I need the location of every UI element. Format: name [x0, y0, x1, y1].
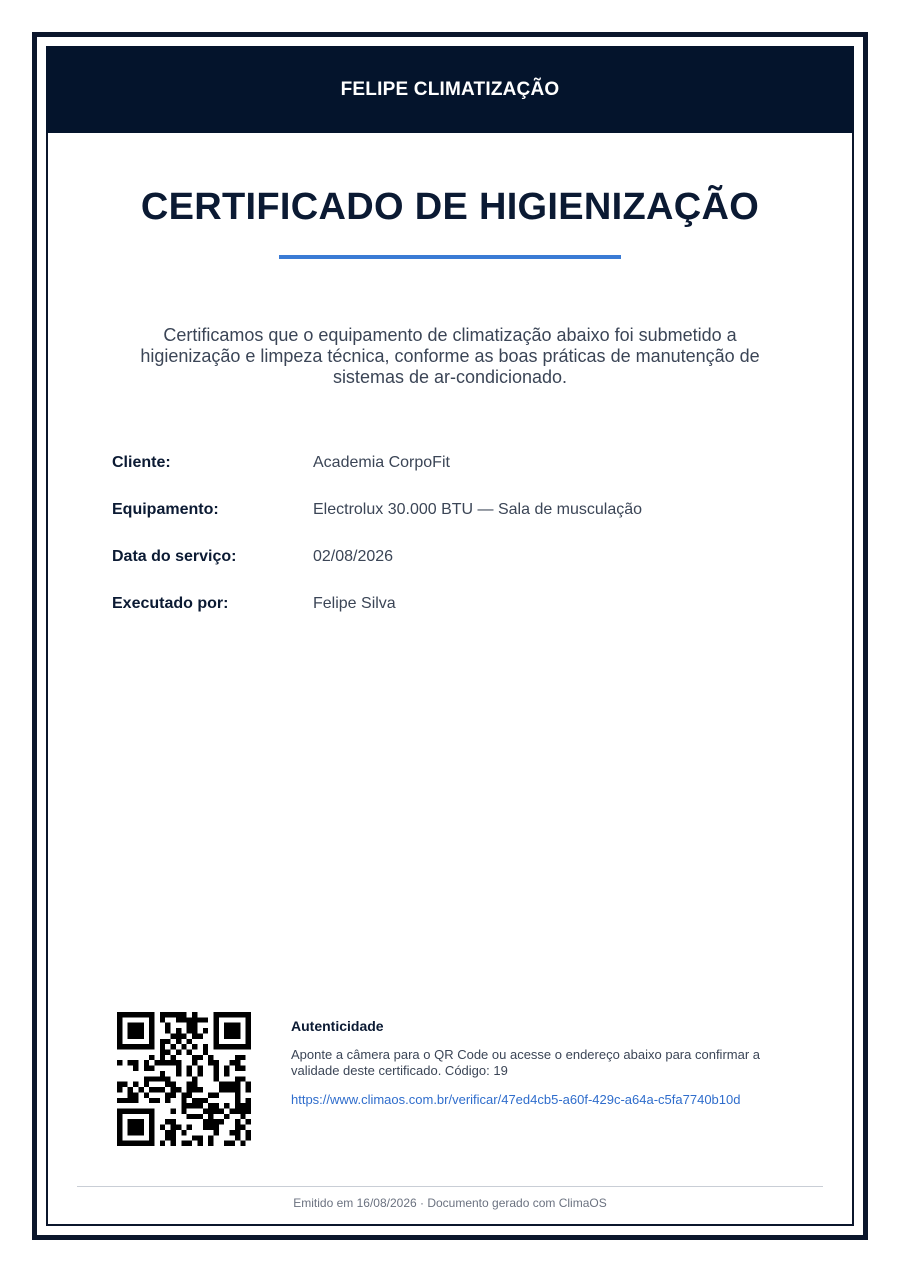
- detail-value: Felipe Silva: [313, 595, 396, 612]
- detail-label: Equipamento:: [112, 501, 219, 518]
- detail-row-executed-by: [112, 595, 812, 642]
- header-banner: [46, 46, 854, 133]
- detail-value: Academia CorpoFit: [313, 454, 450, 471]
- detail-value: 02/08/2026: [313, 548, 394, 565]
- certificate-statement: Certificamos que o equipamento de climatização abaixo foi submetido a higienização e limpeza técnica, conforme as boas práticas de manutenção de sistemas de ar-condicionado.: [140, 325, 760, 387]
- detail-row-service-date: [112, 548, 812, 595]
- verification-link[interactable]: https://www.climaos.com.br/verificar/47ed4cb5-a60f-429c-a64a-c5fa7740b10d: [291, 1092, 741, 1107]
- company-name: FELIPE CLIMATIZAÇÃO: [340, 78, 560, 100]
- detail-row-client: [112, 454, 812, 501]
- qr-code-icon: [117, 1012, 251, 1146]
- service-details: [112, 454, 812, 642]
- detail-value: Electrolux 30.000 BTU — Sala de musculação: [313, 501, 643, 518]
- authenticity-text: Aponte a câmera para o QR Code ou acesse o endereço abaixo para confirmar a validade deste certificado. Código: 19: [291, 1047, 760, 1078]
- detail-label: Cliente:: [112, 454, 171, 471]
- authenticity-title: Autenticidade: [291, 1018, 384, 1034]
- detail-row-equipment: [112, 501, 812, 548]
- detail-label: Data do serviço:: [112, 548, 237, 565]
- authenticity-section: [291, 1018, 811, 1109]
- detail-label: Executado por:: [112, 595, 229, 612]
- footer-divider: [77, 1186, 823, 1187]
- footer-note: Emitido em 16/08/2026 · Documento gerado com ClimaOS: [293, 1196, 607, 1210]
- certificate-title: CERTIFICADO DE HIGIENIZAÇÃO: [140, 186, 760, 228]
- title-underline: [279, 255, 621, 259]
